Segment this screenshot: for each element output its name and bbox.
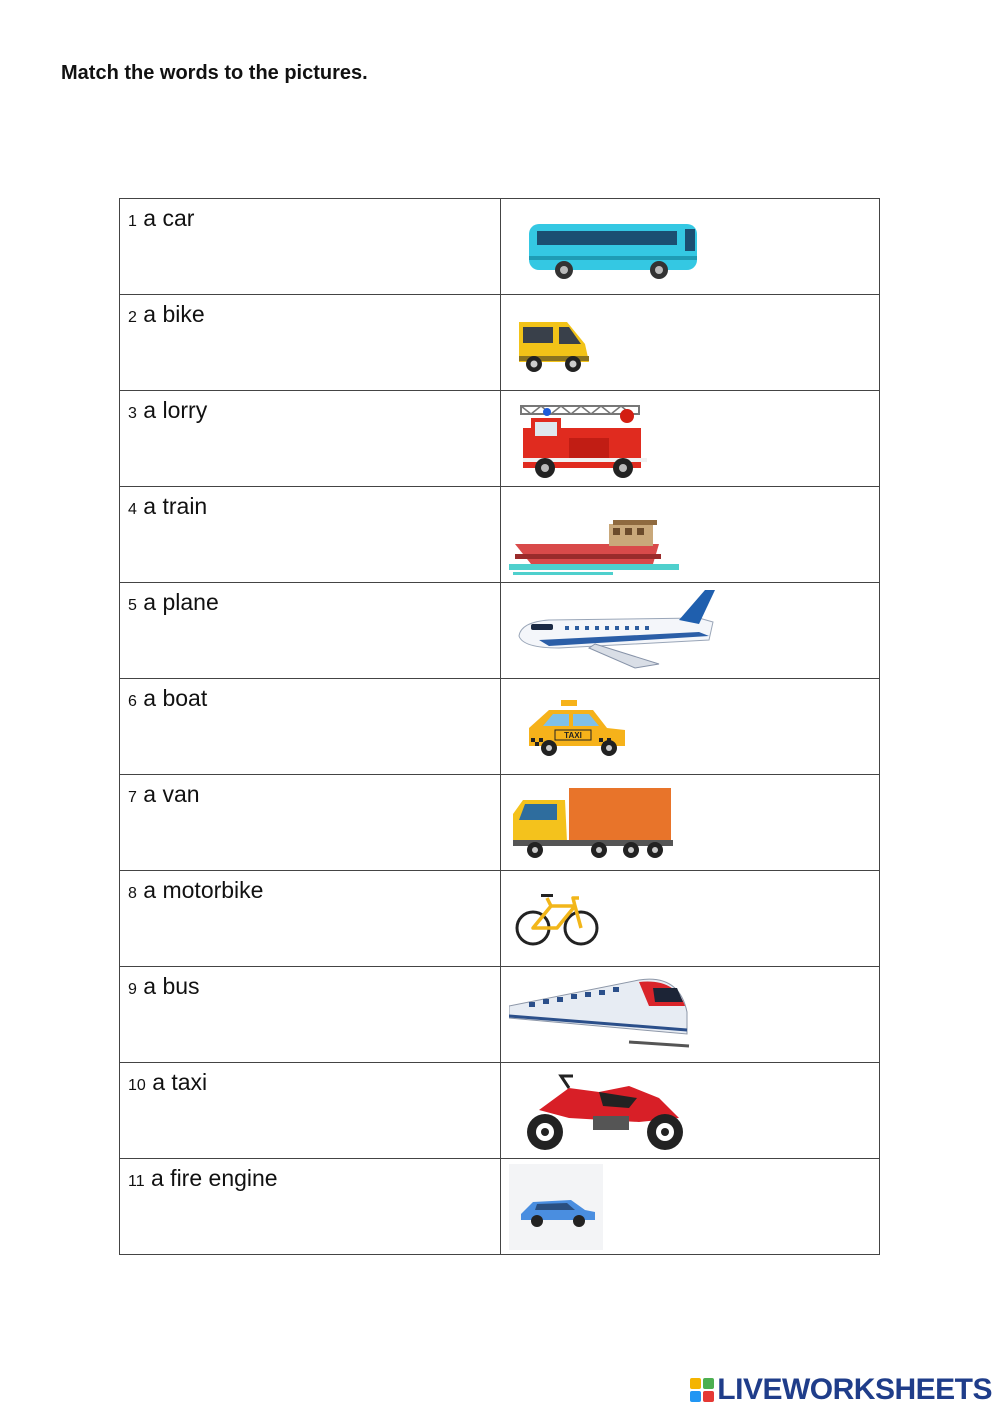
train-icon xyxy=(509,972,729,1058)
word-item: 4 a train xyxy=(128,493,208,519)
picture-cell[interactable] xyxy=(501,871,880,967)
picture-cell[interactable] xyxy=(501,967,880,1063)
liveworksheets-logo[interactable] xyxy=(690,1373,992,1407)
picture-cell[interactable] xyxy=(501,487,880,583)
word-item: 11 a fire engine xyxy=(128,1165,278,1191)
table-row xyxy=(120,583,880,679)
bike-icon xyxy=(509,876,729,962)
table-row xyxy=(120,199,880,295)
taxi-sign-text: TAXI xyxy=(564,731,582,740)
word-item: 3 a lorry xyxy=(128,397,208,423)
table-row xyxy=(120,679,880,775)
boat-icon xyxy=(509,492,729,578)
picture-cell[interactable] xyxy=(501,775,880,871)
word-item: 2 a bike xyxy=(128,301,205,327)
logo-text: LIVEWORKSHEETS xyxy=(717,1373,992,1406)
table-row xyxy=(120,391,880,487)
motorbike-icon xyxy=(509,1068,729,1154)
table-row xyxy=(120,295,880,391)
van-icon xyxy=(509,300,729,386)
logo-mark-icon xyxy=(690,1378,714,1402)
taxi-icon xyxy=(509,684,729,770)
instruction-heading: Match the words to the pictures. xyxy=(61,62,368,84)
lorry-icon xyxy=(509,780,729,866)
table-row xyxy=(120,871,880,967)
table-row xyxy=(120,1063,880,1159)
table-row xyxy=(120,775,880,871)
picture-cell[interactable] xyxy=(501,199,880,295)
word-item: 5 a plane xyxy=(128,589,219,615)
picture-cell[interactable] xyxy=(501,1159,880,1255)
table-row xyxy=(120,1159,880,1255)
fire-engine-icon xyxy=(509,396,729,482)
picture-cell[interactable] xyxy=(501,583,880,679)
plane-icon xyxy=(509,588,729,674)
matching-table xyxy=(119,198,880,1255)
word-item: 6 a boat xyxy=(128,685,208,711)
picture-cell[interactable] xyxy=(501,391,880,487)
word-item: 1 a car xyxy=(128,205,195,231)
bus-icon xyxy=(509,204,729,290)
picture-cell[interactable] xyxy=(501,679,880,775)
table-row xyxy=(120,487,880,583)
picture-cell[interactable] xyxy=(501,1063,880,1159)
car-icon xyxy=(509,1164,729,1250)
word-item: 7 a van xyxy=(128,781,200,807)
word-item: 8 a motorbike xyxy=(128,877,264,903)
picture-cell[interactable] xyxy=(501,295,880,391)
word-item: 9 a bus xyxy=(128,973,200,999)
table-row xyxy=(120,967,880,1063)
word-item: 10 a taxi xyxy=(128,1069,208,1095)
